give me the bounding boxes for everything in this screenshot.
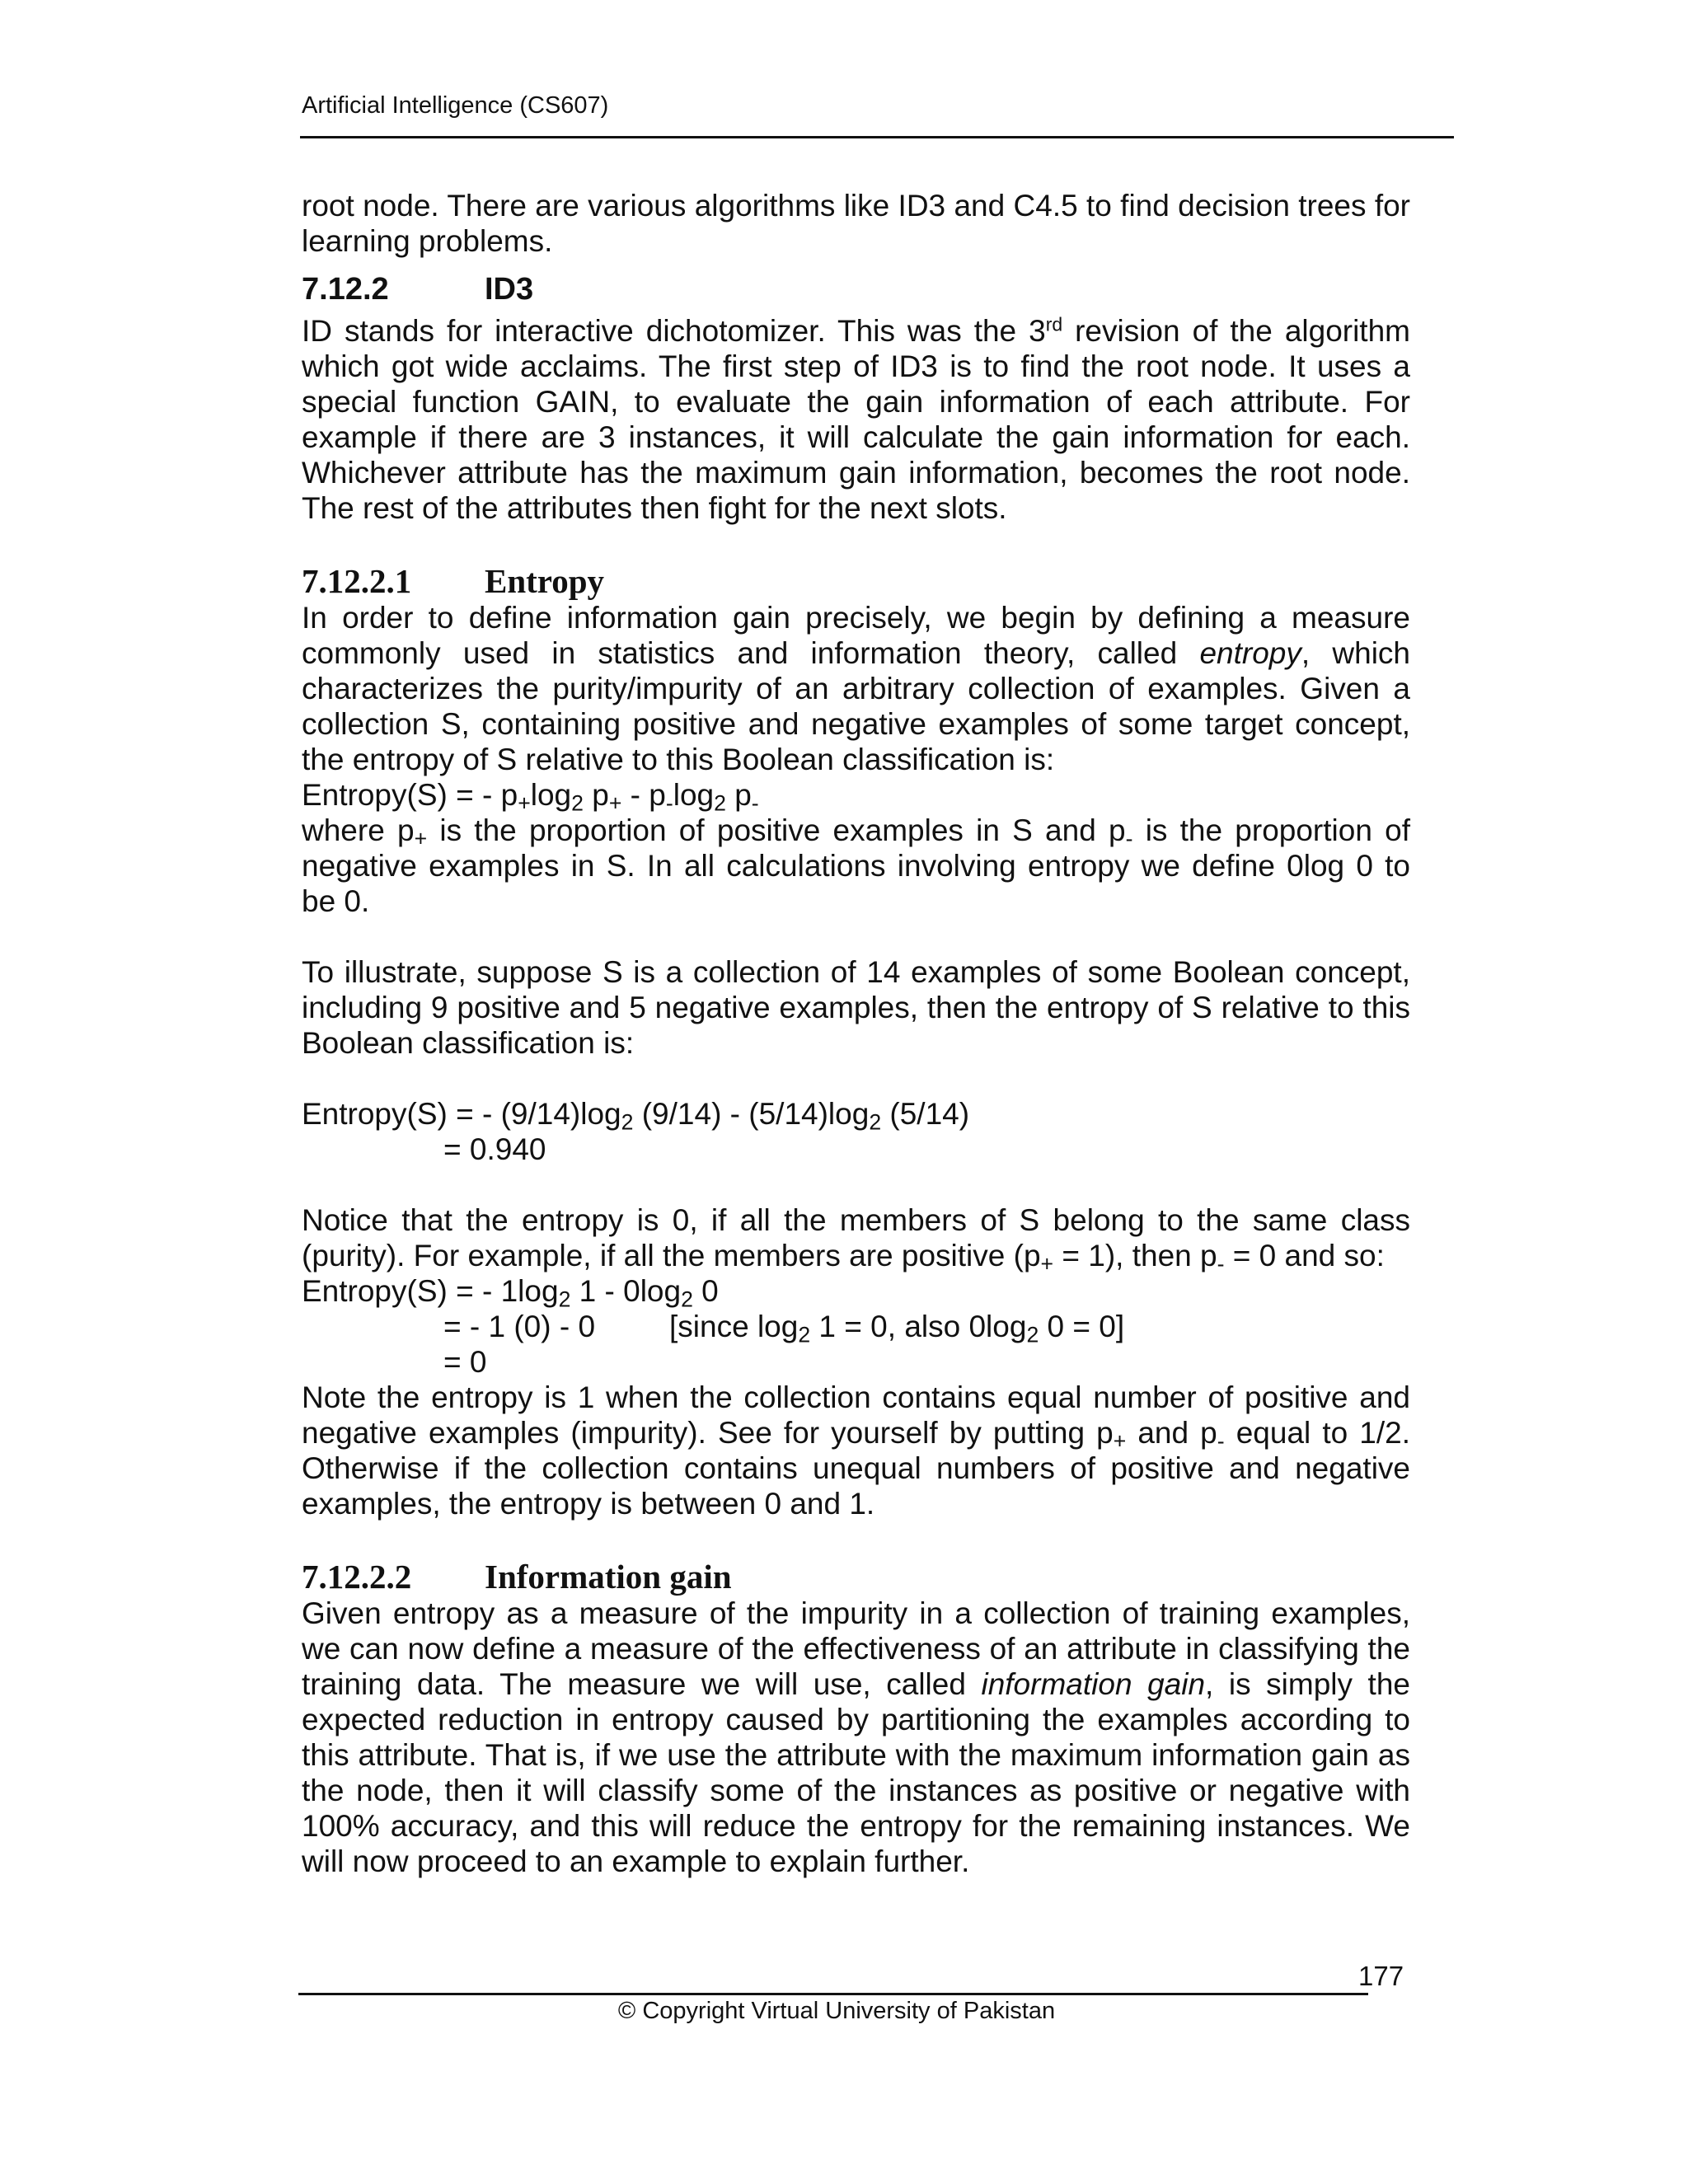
example-formula-2: Entropy(S) = - $1\log_2$ $1 - 0\log_2$ 0 <box>302 1274 719 1312</box>
section-number: 7.12.2.1 <box>302 562 412 600</box>
page-content <box>302 188 1410 1879</box>
section-number: 7.12.2.2 <box>302 1558 412 1596</box>
illustrate-paragraph: To illustrate, suppose S is a collection of 14 examples of some Boolean concept, including 9 positive and 5 negative examples, then the entropy of S relative to this Boolean classification is: <box>302 955 1410 1060</box>
entropy-where-paragraph: where $p_+$ is the proportion of positive examples in S and $p_-$ is the proportion of negative examples in S. In all calculations involving entropy we define 0log 0 to be 0. <box>302 813 1410 918</box>
section-title: Entropy <box>485 562 605 600</box>
page-number: 177 <box>1358 1961 1404 1991</box>
example-formula-1: Entropy(S) = - $(9/14)\log_2$ $(9/14) - (5/14)\log_2$ (5/14) <box>302 1097 970 1135</box>
footer-rule <box>298 1993 1368 1995</box>
entropy-paragraph: In order to define information gain precisely, we begin by defining a measure commonly used in statistics and information theory, called entropy, which characterizes the purity/impurity of an arbitrary collection of examples. Given a collection S, containing positive and negative examples of some target concept, the entropy of S relative to this Boolean classification is: <box>302 601 1411 776</box>
section-heading-entropy <box>302 562 1410 600</box>
entropy-formula: Entropy(S) = - $p_+\log_2$ $p_+ - p_-\log_2$ $p_-$ <box>302 778 759 816</box>
id3-paragraph: ID stands for interactive dichotomizer. This was the 3rd revision of the algorithm which got wide acclaims. The first step of ID3 is to find the root node. It uses a special function GAIN, to evaluate the gain information of each attribute. For example if there are 3 instances, it will calculate the gain information for each. Whichever attribute has the maximum gain information, becomes the root node. The rest of the attributes then fight for the next slots. <box>302 313 1410 525</box>
section-title: Information gain <box>485 1558 732 1596</box>
header-rule <box>300 136 1454 138</box>
copyright-notice: © Copyright Virtual University of Pakistan <box>617 1998 1056 2024</box>
information-gain-paragraph: Given entropy as a measure of the impurity in a collection of training examples, we can now define a measure of the effectiveness of an attribute in classifying the training data. The measure we will use, called information gain, is simply the expected reduction in entropy caused by partitioning the examples according to this attribute. That is, if we use the attribute with the maximum information gain as the node, then it will classify some of the instances as positive or negative with 100% accuracy, and this will reduce the entropy for the remaining instances. We will now proceed to an example to explain further. <box>302 1596 1410 1878</box>
example-result-1: = 0.940 <box>443 1132 546 1166</box>
intro-paragraph: root node. There are various algorithms like ID3 and C4.5 to find decision trees for learning problems. <box>302 189 1410 258</box>
running-header: Artificial Intelligence (CS607) <box>302 92 609 119</box>
note-paragraph: Note the entropy is 1 when the collection contains equal number of positive and negative examples (impurity). See for yourself by putting $p_+$ and $p_-$ equal to 1/2. Otherwise if the collection contains unequal numbers of positive and negative examples, the entropy is between 0 and 1. <box>302 1380 1411 1521</box>
section-heading-id3 <box>302 270 1410 308</box>
section-number: 7.12.2 <box>302 272 389 307</box>
section-heading-information-gain <box>302 1558 1410 1596</box>
section-title: ID3 <box>485 272 534 307</box>
example-formula-2-step: = - 1 (0) - 0 [since $\log_2 1 = 0$, also $0\log_2$ 0 = 0] <box>443 1310 1125 1347</box>
notice-paragraph: Notice that the entropy is 0, if all the members of S belong to the same class (purity). For example, if all the members are positive $(p_+ = 1)$, then $p_- = 0$ and so: <box>302 1203 1410 1277</box>
example-result-2: = 0 <box>443 1345 487 1379</box>
